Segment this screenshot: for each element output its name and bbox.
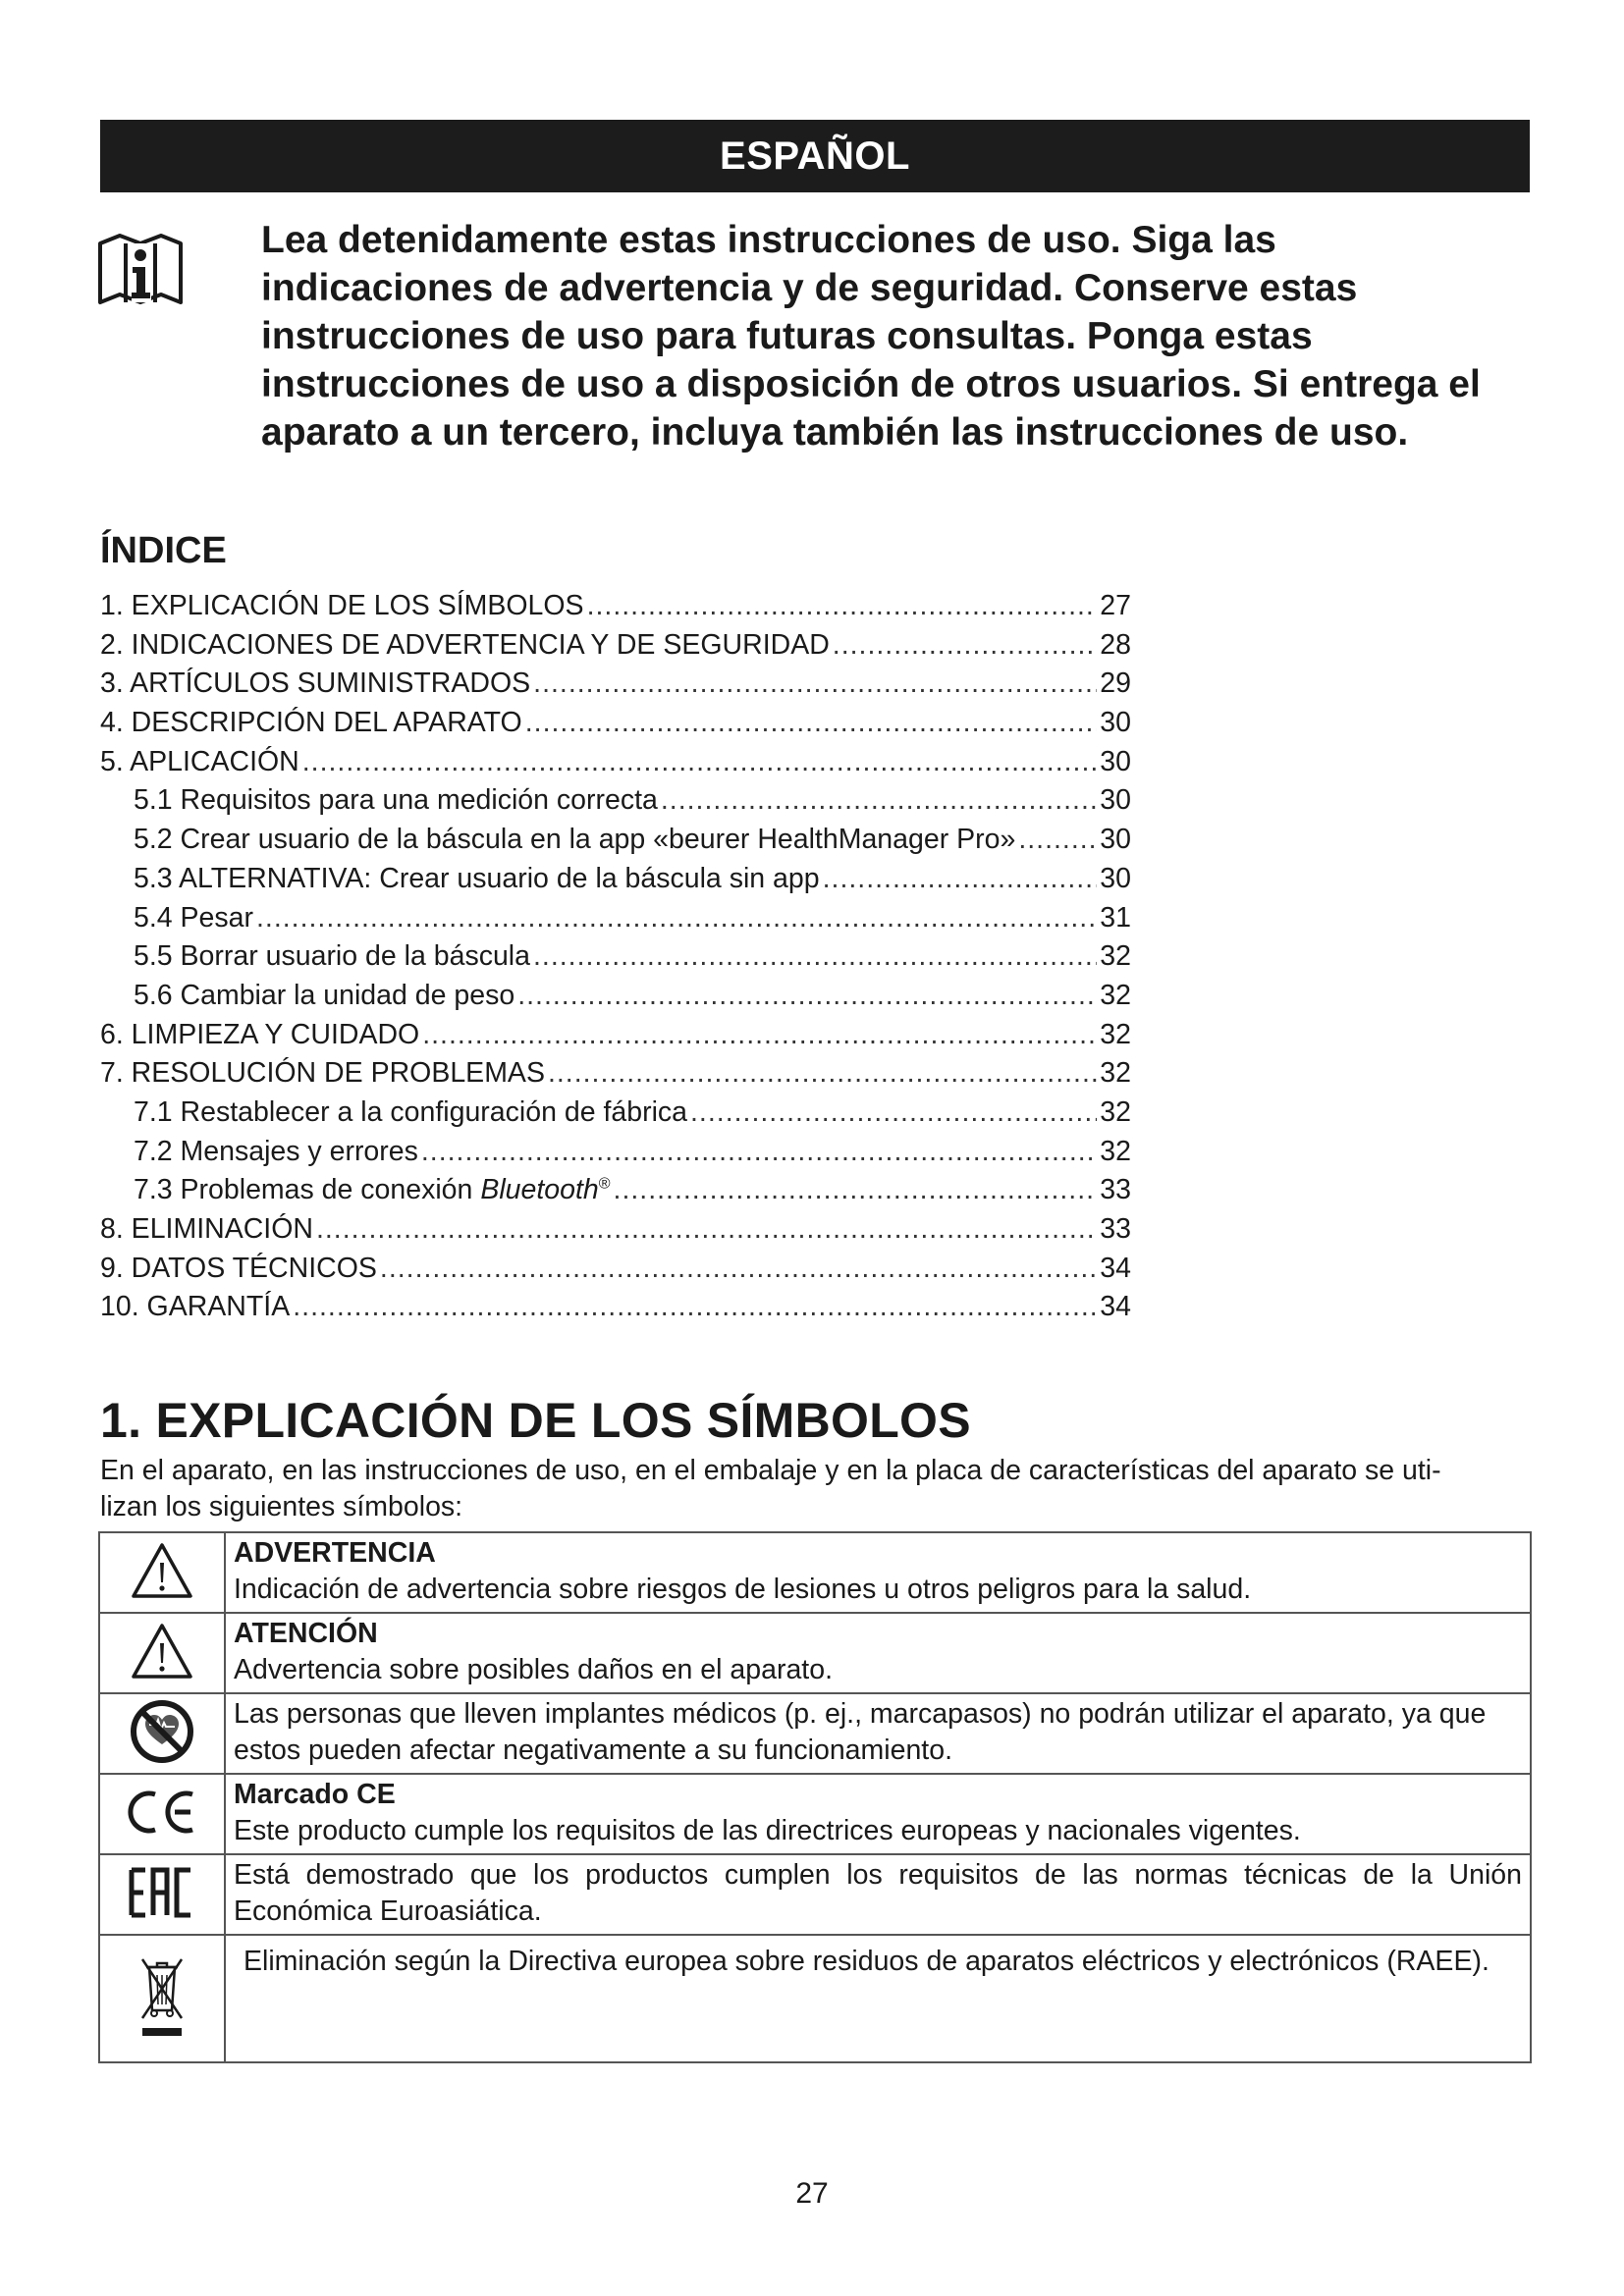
symbol-row [99,1613,1531,1693]
toc-entry[interactable]: 10. GARANTÍA ..... 34 [100,1288,1131,1327]
table-of-contents [100,587,1131,1327]
no-pacemaker-icon [130,1699,194,1764]
symbol-description: Las personas que lleven implantes médicos (p. ej., marcapasos) no podrán utilizar el aparato, ya que estos pueden afectar negativamente a su funcionamiento. [225,1693,1531,1774]
ce-mark-icon [126,1788,198,1837]
toc-subentry[interactable]: 5.1 Requisitos para una medición correcta ..... 30 [100,781,1131,821]
symbol-heading: ADVERTENCIA [234,1537,436,1569]
symbols-table [98,1531,1532,2063]
intro-line: indicaciones de advertencia y de seguridad. Conserve estas [261,267,1358,309]
toc-title: ÍNDICE [100,530,227,571]
page-number: 27 [795,2177,829,2210]
toc-subentry[interactable]: 7.3 Problemas de conexión Bluetooth® ..... 33 [100,1171,1131,1210]
language-banner [100,120,1530,192]
intro-line: aparato a un tercero, incluya también las instrucciones de uso. [261,411,1409,454]
toc-subentry[interactable]: 5.3 ALTERNATIVA: Crear usuario de la báscula sin app ..... 30 [100,860,1131,899]
symbol-description: Advertencia sobre posibles daños en el aparato. [234,1654,833,1685]
toc-entry[interactable]: 3. ARTÍCULOS SUMINISTRADOS ..... 29 [100,665,1131,704]
symbol-row [99,1774,1531,1854]
caution-triangle-icon [130,1622,194,1681]
intro-text [261,216,1528,456]
section-intro [100,1453,1543,1525]
intro-line: instrucciones de uso para futuras consultas. Ponga estas [261,315,1313,357]
symbol-description: Este producto cumple los requisitos de las directrices europeas y nacionales vigentes. [234,1815,1301,1846]
language-title: ESPAÑOL [720,133,910,178]
toc-entry[interactable]: 9. DATOS TÉCNICOS ..... 34 [100,1250,1131,1289]
toc-entry[interactable]: 5. APLICACIÓN ..... 30 [100,743,1131,782]
symbol-description: Está demostrado que los productos cumplen los requisitos de las normas técnicas de la Unión Económica Euroasiática. [225,1854,1531,1935]
symbol-description: Indicación de advertencia sobre riesgos de lesiones u otros peligros para la salud. [234,1574,1252,1605]
intro-line: Lea detenidamente estas instrucciones de uso. Siga las [261,219,1276,261]
symbol-row [99,1935,1531,2062]
toc-entry[interactable]: 7. RESOLUCIÓN DE PROBLEMAS ..... 32 [100,1054,1131,1094]
toc-subentry[interactable]: 5.4 Pesar ..... 31 [100,899,1131,938]
toc-subentry[interactable]: 5.6 Cambiar la unidad de peso ..... 32 [100,977,1131,1016]
toc-entry[interactable]: 1. EXPLICACIÓN DE LOS SÍMBOLOS ..... 27 [100,587,1131,626]
symbol-row [99,1693,1531,1774]
symbol-row [99,1854,1531,1935]
symbol-heading: ATENCIÓN [234,1618,378,1649]
section-title: 1. EXPLICACIÓN DE LOS SÍMBOLOS [100,1393,971,1448]
toc-entry[interactable]: 6. LIMPIEZA Y CUIDADO ..... 32 [100,1016,1131,1055]
section-intro-line: lizan los siguientes símbolos: [100,1491,463,1522]
toc-subentry[interactable]: 5.2 Crear usuario de la báscula en la app «beurer HealthManager Pro» ..... 30 [100,821,1131,860]
info-manual-icon [96,230,185,310]
toc-entry[interactable]: 4. DESCRIPCIÓN DEL APARATO ..... 30 [100,704,1131,743]
symbol-description: Eliminación según la Directiva europea sobre residuos de aparatos eléctricos y electrónicos (RAEE). [225,1935,1531,2062]
warning-triangle-icon [130,1541,194,1600]
intro-line: instrucciones de uso a disposición de otros usuarios. Si entrega el [261,363,1481,405]
toc-subentry[interactable]: 5.5 Borrar usuario de la báscula ..... 32 [100,937,1131,977]
toc-entry[interactable]: 8. ELIMINACIÓN ..... 33 [100,1210,1131,1250]
toc-subentry[interactable]: 7.1 Restablecer a la configuración de fábrica ..... 32 [100,1094,1131,1133]
eac-mark-icon [128,1866,196,1919]
symbol-heading: Marcado CE [234,1779,396,1810]
symbol-row [99,1532,1531,1613]
section-intro-line: En el aparato, en las instrucciones de uso, en el embalaje y en la placa de características del aparato se uti- [100,1455,1441,1486]
toc-entry[interactable]: 2. INDICACIONES DE ADVERTENCIA Y DE SEGURIDAD ..... 28 [100,626,1131,666]
toc-subentry[interactable]: 7.2 Mensajes y errores ..... 32 [100,1133,1131,1172]
weee-bin-icon [137,1953,187,2040]
